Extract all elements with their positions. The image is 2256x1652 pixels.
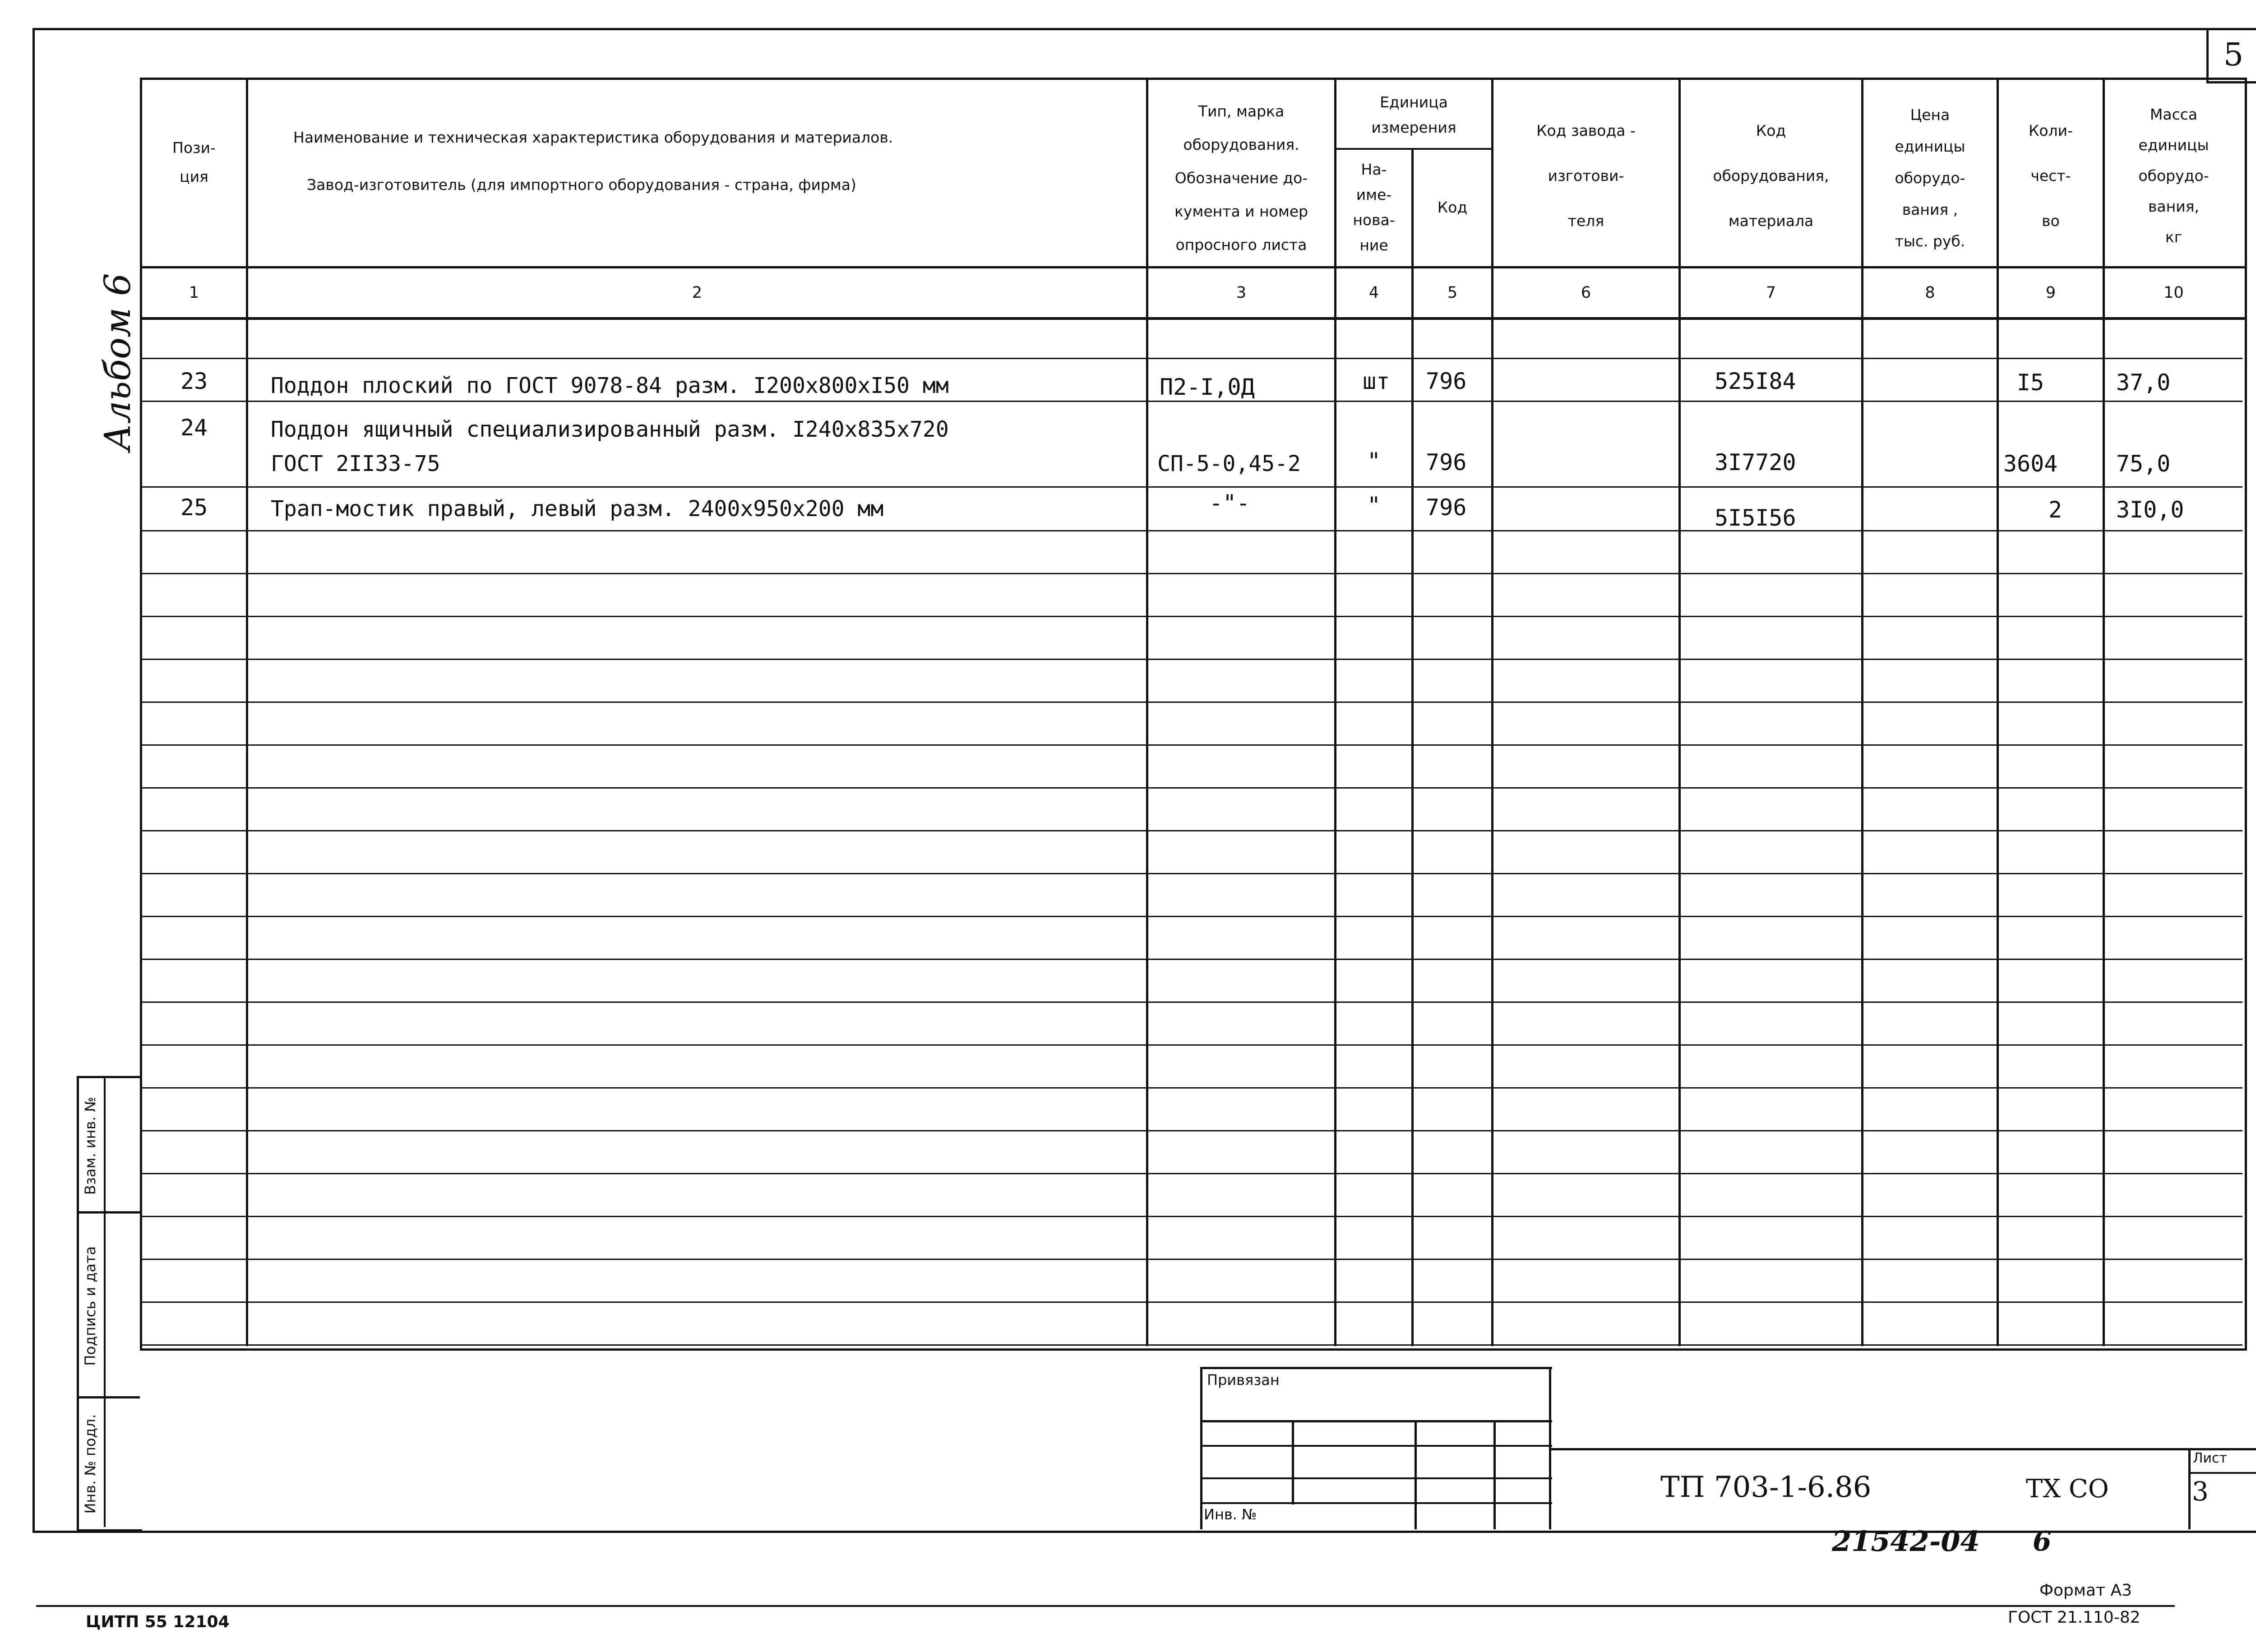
title-block-top-line [1200, 1367, 1552, 1369]
row-line [142, 1044, 2242, 1046]
row-23-qty: I5 [2017, 369, 2044, 396]
title-block-line-c [1200, 1477, 1552, 1479]
row-line [142, 486, 2242, 488]
colnum-7: 7 [1766, 284, 1776, 302]
colnum-10: 10 [2164, 284, 2184, 302]
header-units-group: Единица измерения [1371, 93, 1456, 136]
colnum-9: 9 [2045, 284, 2056, 302]
row-24-pos: 24 [180, 415, 208, 441]
row-24b-unit: " [1367, 448, 1381, 474]
row-23-name: Поддон плоский по ГОСТ 9078-84 разм. I200x800xI50 мм [271, 373, 949, 398]
row-25-mass: 3I0,0 [2116, 497, 2184, 523]
title-block-vline-3 [1493, 1420, 1496, 1529]
row-line [142, 1173, 2242, 1174]
row-24b-unit-code: 796 [1426, 449, 1467, 475]
row-line [142, 701, 2242, 703]
header-col8: Цена единицы оборудо- вания , тыс. руб. [1895, 106, 1965, 250]
row-24b-mass: 75,0 [2116, 451, 2171, 477]
bound-label: Привязан [1207, 1371, 1280, 1389]
row-23-type: П2-I,0Д [1160, 374, 1255, 400]
row-line [142, 873, 2242, 874]
row-23-unit-code: 796 [1426, 368, 1467, 394]
col-line-7 [1861, 78, 1863, 1346]
row-line [142, 616, 2242, 617]
row-line [142, 787, 2242, 789]
col-line-6 [1678, 78, 1681, 1346]
handwritten-number: 21542-04 [1832, 1525, 1980, 1558]
row-line [142, 358, 2242, 359]
row-25-qty: 2 [2048, 497, 2062, 523]
header-col4: На- име- нова- ние [1353, 161, 1395, 254]
row-23-code: 525I84 [1715, 368, 1796, 394]
header-col2-line2: Завод-изготовитель (для импортного оборудования - страна, фирма) [307, 176, 856, 194]
handwritten-digit: 6 [2033, 1526, 2052, 1557]
colnum-6: 6 [1581, 284, 1591, 302]
side-sign-date: Подпись и дата [82, 1246, 99, 1366]
col-line-9 [2103, 78, 2105, 1346]
col-line-5 [1491, 78, 1493, 1346]
row-line [142, 530, 2242, 531]
row-line [142, 401, 2242, 402]
doc-mark: ТХ СО [2026, 1474, 2109, 1504]
title-block-line-b [1200, 1445, 1552, 1447]
row-25-unit: " [1367, 492, 1381, 518]
col-line-1 [246, 78, 248, 1346]
format-label: Формат А3 [2039, 1581, 2132, 1600]
row-line [142, 959, 2242, 960]
row-line [142, 1216, 2242, 1217]
colnum-2: 2 [692, 284, 703, 302]
title-block-vline-1 [1292, 1420, 1294, 1504]
row-line [142, 1130, 2242, 1131]
row-24-name: Поддон ящичный специализированный разм. I240x835x720 [271, 417, 949, 442]
sheet-box-mid [2188, 1472, 2256, 1474]
row-25-pos: 25 [180, 494, 208, 521]
sheet-box-left [2188, 1448, 2191, 1529]
side-stamp-vsplit [104, 1076, 106, 1527]
row-25-unit-code: 796 [1426, 494, 1467, 521]
col-line-4 [1411, 148, 1414, 1346]
row-line [142, 1344, 2242, 1346]
inv-no-label: Инв. № [1204, 1506, 1257, 1523]
row-24b-name: ГОСТ 2II33-75 [271, 451, 440, 476]
row-line [142, 573, 2242, 574]
sheet-number: 3 [2192, 1476, 2209, 1507]
unit-group-line [1336, 148, 1493, 150]
row-line [142, 1001, 2242, 1003]
row-line [142, 916, 2242, 917]
colnum-8: 8 [1925, 284, 1935, 302]
header-col9: Коли- чест- во [2028, 122, 2073, 230]
row-line [142, 1301, 2242, 1303]
header-col3: Тип, марка оборудования. Обозначение до- кумента и номер опросного листа [1174, 102, 1308, 254]
header-col7: Код оборудования, материала [1713, 122, 1829, 230]
header-col10: Масса единицы оборудо- вания, кг [2138, 106, 2209, 246]
row-23-unit: шт [1363, 368, 1390, 394]
colnum-bottom-line [140, 317, 2247, 320]
album-label: Альбом 6 [96, 273, 139, 451]
row-25-code: 5I5I56 [1715, 505, 1796, 531]
colnum-3: 3 [1236, 284, 1247, 302]
standard-label: ГОСТ 21.110-82 [2008, 1608, 2140, 1627]
side-inv-replace: Взам. инв. № [82, 1097, 99, 1195]
row-24b-type: СП-5-0,45-2 [1157, 451, 1301, 476]
colnum-4: 4 [1368, 284, 1379, 302]
row-23-pos: 23 [180, 368, 208, 394]
col-line-2 [1146, 78, 1148, 1346]
row-line [142, 1087, 2242, 1089]
designation: ТП 703-1-6.86 [1660, 1471, 1872, 1504]
title-block-vline-2 [1415, 1420, 1417, 1529]
title-block-main-line [1551, 1448, 2256, 1450]
sheet-label: Лист [2193, 1450, 2228, 1466]
header-col6: Код завода - изготови- теля [1536, 122, 1636, 230]
col-line-8 [1997, 78, 1999, 1346]
row-line [142, 1259, 2242, 1260]
colnum-1: 1 [189, 284, 199, 302]
title-block-line-d [1200, 1502, 1552, 1504]
page-number: 5 [2223, 36, 2244, 73]
bottom-rule [36, 1605, 2175, 1607]
colnum-5: 5 [1447, 284, 1458, 302]
row-line [142, 830, 2242, 831]
header-col1: Пози- ция [172, 139, 216, 185]
row-25-name: Трап-мостик правый, левый разм. 2400x950x200 мм [271, 496, 884, 521]
row-line [142, 744, 2242, 746]
side-inv-orig: Инв. № подл. [82, 1414, 99, 1514]
header-col2-line1: Наименование и техническая характеристика оборудования и материалов. [293, 129, 893, 146]
row-25-type: -"- [1209, 490, 1250, 516]
header-col5: Код [1437, 198, 1468, 216]
printer-code: ЦИТП 55 12104 [86, 1613, 230, 1631]
row-line [142, 659, 2242, 660]
title-block-line-a [1200, 1420, 1552, 1422]
row-24b-code: 3I7720 [1715, 449, 1796, 475]
row-23-mass: 37,0 [2116, 369, 2171, 396]
row-24b-qty: 3604 [2003, 451, 2058, 477]
col-line-3 [1334, 78, 1336, 1346]
title-block-left-line [1200, 1367, 1202, 1529]
